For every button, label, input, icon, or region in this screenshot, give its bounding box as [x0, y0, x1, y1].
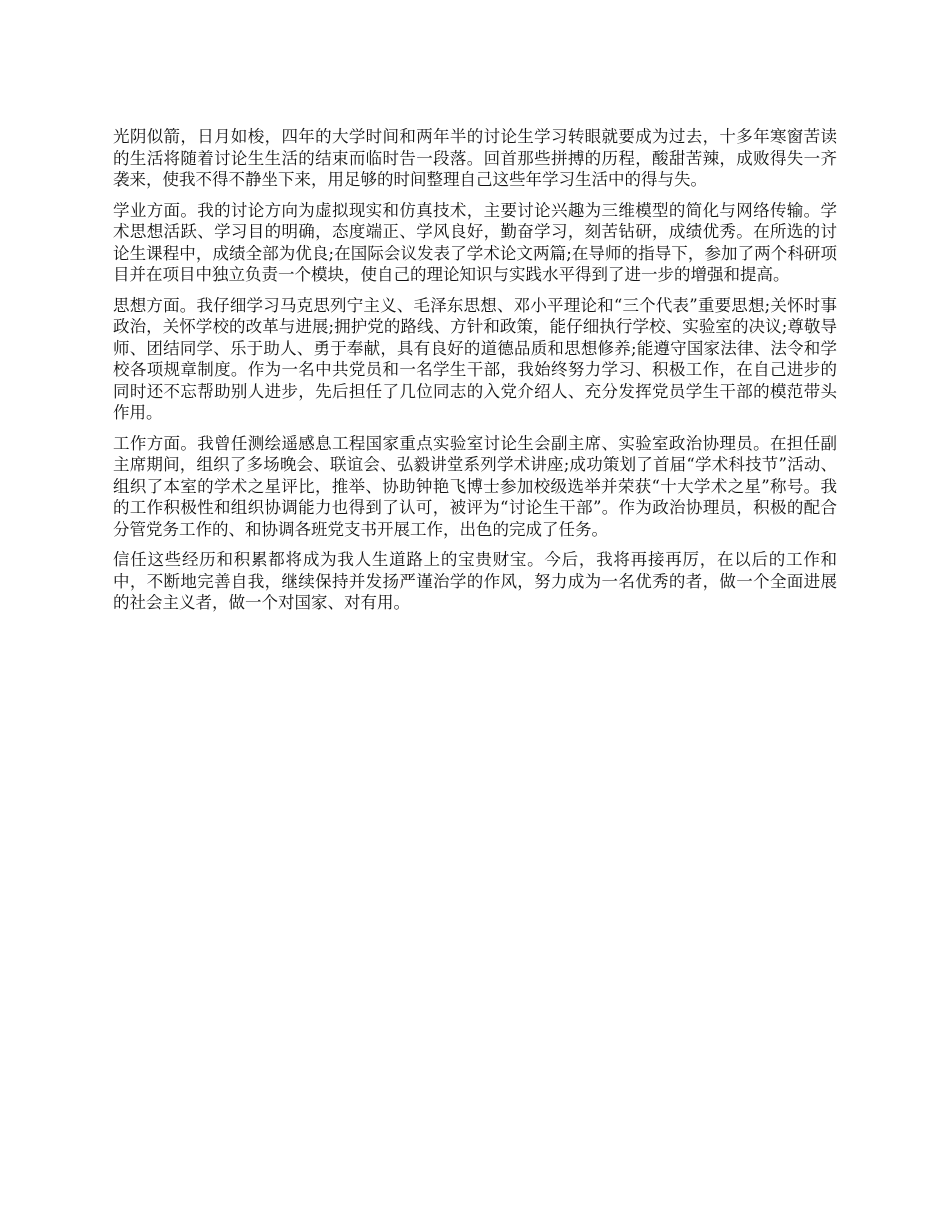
- paragraph-ideology: 思想方面。我仔细学习马克思列宁主义、毛泽东思想、邓小平理论和“三个代表”重要思想;关怀时事政治，关怀学校的改革与进展;拥护党的路线、方针和政策，能仔细执行学校、实验室的决议;尊敬导师、团结同学、乐于助人、勇于奉献，具有良好的道德品质和思想修养;能遵守国家法律、法令和学校各项规章制度。作为一名中共党员和一名学生干部，我始终努力学习、积极工作，在自己进步的同时还不忘帮助别人进步，先后担任了几位同志的入党介绍人、充分发挥党员学生干部的模范带头作用。: [113, 295, 837, 422]
- paragraph-intro: 光阴似箭，日月如梭，四年的大学时间和两年半的讨论生学习转眼就要成为过去，十多年寒窗苦读的生活将随着讨论生生活的结束而临时告一段落。回首那些拼搏的历程，酸甜苦辣，成败得失一齐袭来，使我不得不静坐下来，用足够的时间整理自己这些年学习生活中的得与失。: [113, 127, 837, 189]
- paragraph-conclusion: 信任这些经历和积累都将成为我人生道路上的宝贵财宝。今后，我将再接再厉，在以后的工作和中，不断地完善自我，继续保持并发扬严谨治学的作风，努力成为一名优秀的者，做一个全面进展的社会主义者，做一个对国家、对有用。: [113, 550, 837, 612]
- paragraph-work: 工作方面。我曾任测绘遥感息工程国家重点实验室讨论生会副主席、实验室政治协理员。在担任副主席期间，组织了多场晚会、联谊会、弘毅讲堂系列学术讲座;成功策划了首届“学术科技节”活动、组织了本室的学术之星评比，推举、协助钟艳飞博士参加校级选举并荣获“十大学术之星”称号。我的工作积极性和组织协调能力也得到了认可，被评为“讨论生干部”。作为政治协理员，积极的配合分管党务工作的、和协调各班党支书开展工作，出色的完成了任务。: [113, 433, 837, 539]
- document-body: [113, 126, 837, 623]
- paragraph-academics: 学业方面。我的讨论方向为虚拟现实和仿真技术，主要讨论兴趣为三维模型的简化与网络传输。学术思想活跃、学习目的明确，态度端正、学风良好，勤奋学习，刻苦钻研，成绩优秀。在所选的讨论生课程中，成绩全部为优良;在国际会议发表了学术论文两篇;在导师的指导下，参加了两个科研项目并在项目中独立负责一个模块，使自己的理论知识与实践水平得到了进一步的增强和提高。: [113, 200, 837, 284]
